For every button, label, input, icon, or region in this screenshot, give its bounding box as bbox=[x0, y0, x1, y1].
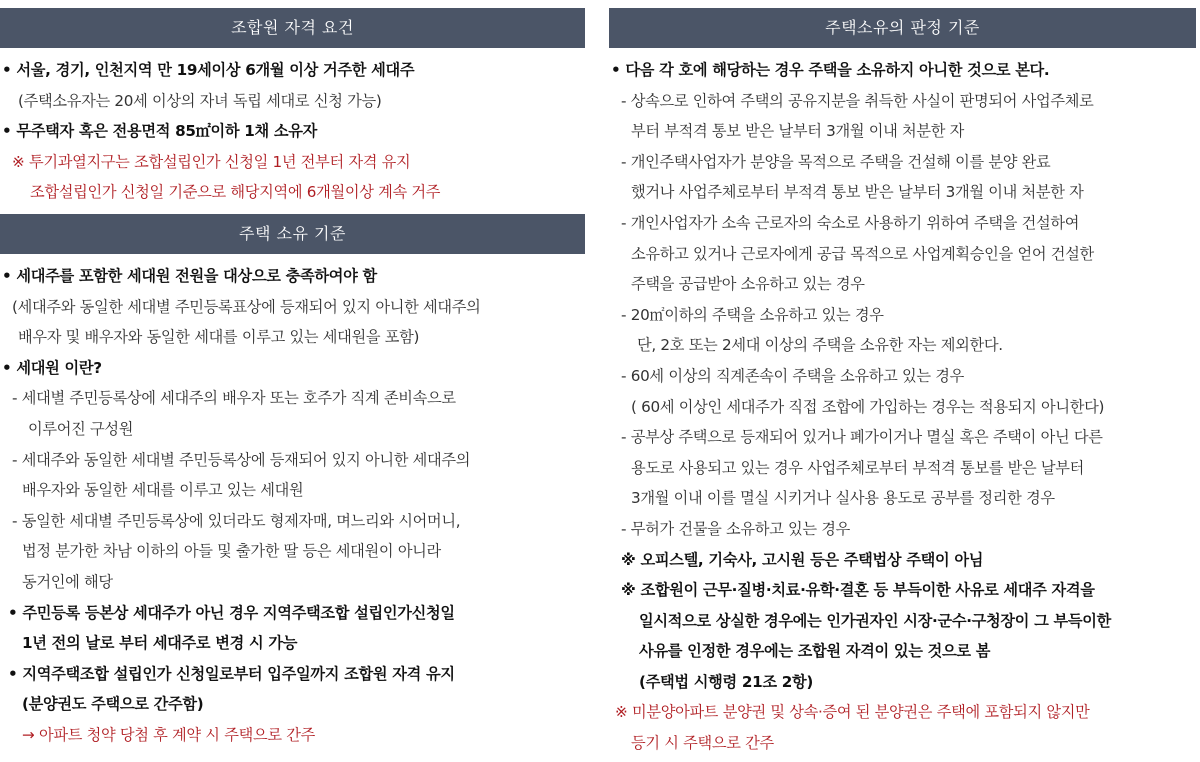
determination-note: (주택법 시행령 21조 2항) bbox=[639, 672, 814, 691]
determination-subitem: - 상속으로 인하여 주택의 공유지분을 취득한 사실이 판명되어 사업주체로 bbox=[621, 91, 1094, 110]
determination-subitem: - 무허가 건물을 소유하고 있는 경우 bbox=[621, 519, 851, 538]
right-column bbox=[609, 8, 1196, 759]
determination-subitem: 3개월 이내 이를 멸실 시키거나 실사용 용도로 공부를 정리한 경우 bbox=[631, 489, 1055, 508]
criteria-subitem: - 세대주와 동일한 세대별 주민등록상에 등재되어 있지 아니한 세대주의 bbox=[12, 450, 471, 469]
determination-note: ※ 조합원이 근무·질병·치료·유학·결혼 등 부득이한 사유로 세대주 자격을 bbox=[621, 581, 1095, 600]
determination-subitem: - 20㎡이하의 주택을 소유하고 있는 경우 bbox=[621, 305, 884, 324]
determination-note: 일시적으로 상실한 경우에는 인가권자인 시장·군수·구청장이 그 부득이한 bbox=[639, 611, 1111, 630]
determination-warning: ※ 미분양아파트 분양권 및 상속·증여 된 분양권은 주택에 포함되지 않지만 bbox=[615, 703, 1090, 722]
criteria-subitem: 법정 분가한 차남 이하의 아들 및 출가한 딸 등은 세대원이 아니라 bbox=[22, 542, 441, 561]
determination-subitem: - 공부상 주택으로 등재되어 있거나 폐가이거나 멸실 혹은 주택이 아닌 다른 bbox=[621, 428, 1103, 447]
criteria-subitem: 이루어진 구성원 bbox=[28, 419, 134, 438]
determination-warning: 등기 시 주택으로 간주 bbox=[631, 734, 774, 753]
qualification-list bbox=[0, 55, 585, 208]
criteria-subitem: - 동일한 세대별 주민등록상에 있더라도 형제자매, 며느리와 시어머니, bbox=[12, 511, 461, 530]
criteria-warning: → 아파트 청약 당첨 후 계약 시 주택으로 간주 bbox=[22, 725, 315, 744]
section-header-member-qualification: 조합원 자격 요건 bbox=[0, 8, 585, 48]
criteria-item: • 지역주택조합 설립인가 신청일로부터 입주일까지 조합원 자격 유지 bbox=[8, 664, 455, 683]
determination-note: 사유를 인정한 경우에는 조합원 자격이 있는 것으로 봄 bbox=[639, 642, 991, 661]
determination-subitem: 소유하고 있거나 근로자에게 공급 목적으로 사업계획승인을 얻어 건설한 bbox=[631, 244, 1094, 263]
determination-subitem: - 60세 이상의 직계존속이 주택을 소유하고 있는 경우 bbox=[621, 366, 965, 385]
qualification-warning: 조합설립인가 신청일 기준으로 해당지역에 6개월이상 계속 거주 bbox=[30, 183, 441, 202]
criteria-note: (세대주와 동일한 세대별 주민등록표상에 등재되어 있지 아니한 세대주의 bbox=[12, 297, 481, 316]
criteria-item: (분양권도 주택으로 간주함) bbox=[22, 695, 204, 714]
determination-subitem: 주택을 공급받아 소유하고 있는 경우 bbox=[631, 275, 865, 294]
section-header-ownership-determination: 주택소유의 판정 기준 bbox=[609, 8, 1196, 48]
criteria-subitem: 동거인에 해당 bbox=[22, 572, 113, 591]
criteria-note: 배우자 및 배우자와 동일한 세대를 이루고 있는 세대원을 포함) bbox=[18, 328, 420, 347]
determination-subitem: - 개인사업자가 소속 근로자의 숙소로 사용하기 위하여 주택을 건설하여 bbox=[621, 213, 1080, 232]
qualification-item: • 서울, 경기, 인천지역 만 19세이상 6개월 이상 거주한 세대주 bbox=[2, 61, 415, 79]
criteria-subitem: - 세대별 주민등록상에 세대주의 배우자 또는 호주가 직계 존비속으로 bbox=[12, 389, 456, 408]
determination-list bbox=[609, 55, 1196, 759]
determination-subitem: 했거나 사업주체로부터 부적격 통보 받은 날부터 3개월 이내 처분한 자 bbox=[631, 183, 1084, 202]
criteria-item: 1년 전의 날로 부터 세대주로 변경 시 가능 bbox=[22, 634, 298, 653]
determination-subitem: 용도로 사용되고 있는 경우 사업주체로부터 부적격 통보를 받은 날부터 bbox=[631, 458, 1084, 477]
qualification-note: (주택소유자는 20세 이상의 자녀 독립 세대로 신청 가능) bbox=[18, 91, 382, 110]
criteria-item: • 세대주를 포함한 세대원 전원을 대상으로 충족하여야 함 bbox=[2, 266, 377, 285]
determination-note: ※ 오피스텔, 기숙사, 고시원 등은 주택법상 주택이 아님 bbox=[621, 550, 984, 569]
qualification-item: • 무주택자 혹은 전용면적 85㎡이하 1채 소유자 bbox=[2, 122, 317, 141]
determination-item: • 다음 각 호에 해당하는 경우 주택을 소유하지 아니한 것으로 본다. bbox=[611, 61, 1050, 79]
section-header-ownership-criteria: 주택 소유 기준 bbox=[0, 214, 585, 254]
determination-subitem: 단, 2호 또는 2세대 이상의 주택을 소유한 자는 제외한다. bbox=[637, 336, 1003, 355]
criteria-item: • 주민등록 등본상 세대주가 아닌 경우 지역주택조합 설립인가신청일 bbox=[8, 603, 455, 622]
determination-subitem: - 개인주택사업자가 분양을 목적으로 주택을 건설해 이를 분양 완료 bbox=[621, 152, 1051, 171]
determination-subitem: ( 60세 이상인 세대주가 직접 조합에 가입하는 경우는 적용되지 아니한다) bbox=[631, 397, 1105, 416]
determination-subitem: 부터 부적격 통보 받은 날부터 3개월 이내 처분한 자 bbox=[631, 122, 965, 141]
ownership-criteria-list bbox=[0, 261, 585, 751]
qualification-warning: ※ 투기과열지구는 조합설립인가 신청일 1년 전부터 자격 유지 bbox=[12, 152, 411, 171]
criteria-subitem: 배우자와 동일한 세대를 이루고 있는 세대원 bbox=[22, 481, 304, 500]
criteria-item: • 세대원 이란? bbox=[2, 358, 102, 377]
left-column bbox=[0, 8, 585, 750]
